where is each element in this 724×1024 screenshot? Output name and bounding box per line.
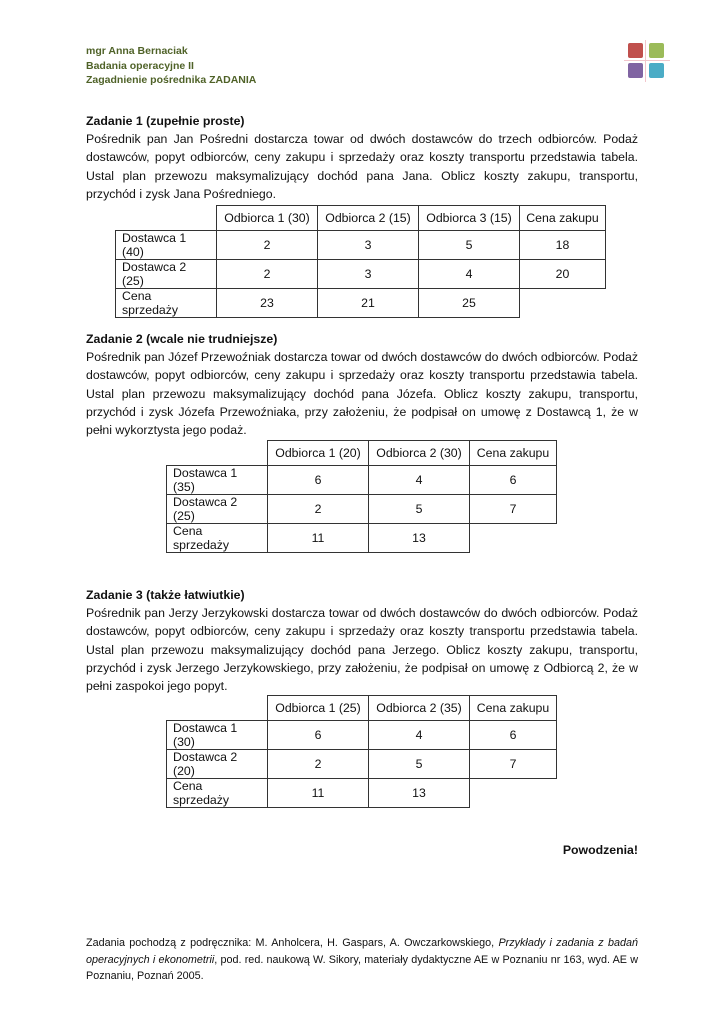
header-cell: Odbiorca 2 (15) bbox=[318, 206, 419, 231]
header-cell: Odbiorca 1 (20) bbox=[268, 441, 369, 466]
logo-icon bbox=[624, 40, 670, 82]
task-2-table bbox=[166, 440, 557, 553]
task-1 bbox=[86, 112, 638, 203]
empty-cell bbox=[167, 696, 268, 721]
header-cell: Odbiorca 2 (30) bbox=[369, 441, 470, 466]
value-cell: 6 bbox=[470, 466, 557, 495]
row-label-cell: Dostawca 2 (25) bbox=[167, 495, 268, 524]
value-cell: 6 bbox=[470, 721, 557, 750]
value-cell: 6 bbox=[268, 721, 369, 750]
header-cell: Odbiorca 1 (25) bbox=[268, 696, 369, 721]
value-cell: 25 bbox=[419, 289, 520, 318]
table-header-row bbox=[167, 441, 557, 466]
table-row bbox=[167, 466, 557, 495]
table-row bbox=[116, 231, 606, 260]
task-title: Zadanie 3 (także łatwiutkie) bbox=[86, 588, 245, 602]
task-3 bbox=[86, 586, 638, 695]
value-cell: 3 bbox=[318, 231, 419, 260]
empty-cell bbox=[116, 206, 217, 231]
value-cell: 4 bbox=[369, 466, 470, 495]
value-cell: 5 bbox=[369, 495, 470, 524]
table-row bbox=[167, 779, 557, 808]
author: mgr Anna Bernaciak bbox=[86, 45, 188, 57]
value-cell: 11 bbox=[268, 524, 369, 553]
footer-part1: Zadania pochodzą z podręcznika: M. Anholcera, H. Gaspars, A. Owczarkowskiego, bbox=[86, 937, 499, 949]
book-title: Przykłady i zadania z badań operacyjnych i ekonometrii bbox=[86, 937, 638, 966]
value-cell: 4 bbox=[369, 721, 470, 750]
value-cell: 2 bbox=[268, 750, 369, 779]
closing: Powodzenia! bbox=[562, 843, 638, 857]
table-row bbox=[167, 495, 557, 524]
table-row bbox=[167, 750, 557, 779]
value-cell: 3 bbox=[318, 260, 419, 289]
value-cell: 5 bbox=[369, 750, 470, 779]
topic: Zagadnienie pośrednika ZADANIA bbox=[86, 74, 257, 86]
task-title: Zadanie 1 (zupełnie proste) bbox=[86, 114, 245, 128]
footer-note bbox=[86, 935, 638, 985]
task-title: Zadanie 2 (wcale nie trudniejsze) bbox=[86, 332, 278, 346]
header-cell: Odbiorca 3 (15) bbox=[419, 206, 520, 231]
table-row bbox=[167, 721, 557, 750]
task-text: Pośrednik pan Jerzy Jerzykowski dostarcza towar od dwóch dostawców do dwóch odbiorców. Podaż dostawców, popyt odbiorców, ceny zakupu i sprzedaży oraz koszty transportu przedstawia tabela. Ustal plan przewozu maksymalizujący dochód pana Jerzego. Oblicz koszty zakupu, transportu, przychód i zysk Jerzego Jerzykowskiego, przy założeniu, że podpisał on umowę z Odbiorcą 2, że w pełni zaspokoi jego popyt. bbox=[86, 606, 638, 694]
value-cell: 5 bbox=[419, 231, 520, 260]
row-label-cell: Dostawca 1 (35) bbox=[167, 466, 268, 495]
header-cell: Cena zakupu bbox=[520, 206, 606, 231]
header-cell: Odbiorca 1 (30) bbox=[217, 206, 318, 231]
value-cell: 11 bbox=[268, 779, 369, 808]
course: Badania operacyjne II bbox=[86, 59, 194, 72]
task-text: Pośrednik pan Jan Pośredni dostarcza towar od dwóch dostawców do trzech odbiorców. Podaż dostawców, popyt odbiorców, ceny zakupu i sprzedaży oraz koszty transportu przedstawia tabela. Ustal plan przewozu maksymalizujący dochód pana Jana. Oblicz koszty zakupu, transportu, przychód i zysk Jana Pośredniego. bbox=[86, 132, 638, 201]
task-2 bbox=[86, 330, 638, 439]
header-cell: Cena zakupu bbox=[470, 696, 557, 721]
empty-cell bbox=[470, 779, 557, 808]
row-label-cell: Cena sprzedaży bbox=[167, 524, 268, 553]
table-row bbox=[116, 260, 606, 289]
task-1-table bbox=[115, 205, 606, 318]
empty-cell bbox=[167, 441, 268, 466]
value-cell: 21 bbox=[318, 289, 419, 318]
header-cell: Cena zakupu bbox=[470, 441, 557, 466]
table-header-row bbox=[167, 696, 557, 721]
table-row bbox=[116, 289, 606, 318]
empty-cell bbox=[470, 524, 557, 553]
table-header-row bbox=[116, 206, 606, 231]
row-label-cell: Dostawca 1 (40) bbox=[116, 231, 217, 260]
value-cell: 6 bbox=[268, 466, 369, 495]
value-cell: 13 bbox=[369, 524, 470, 553]
header-cell: Odbiorca 2 (35) bbox=[369, 696, 470, 721]
table-row bbox=[167, 524, 557, 553]
task-3-table bbox=[166, 695, 557, 808]
value-cell: 7 bbox=[470, 495, 557, 524]
row-label-cell: Dostawca 2 (20) bbox=[167, 750, 268, 779]
value-cell: 13 bbox=[369, 779, 470, 808]
page-header bbox=[86, 44, 256, 88]
value-cell: 4 bbox=[419, 260, 520, 289]
row-label-cell: Cena sprzedaży bbox=[116, 289, 217, 318]
row-label-cell: Dostawca 2 (25) bbox=[116, 260, 217, 289]
value-cell: 2 bbox=[217, 260, 318, 289]
task-text: Pośrednik pan Józef Przewoźniak dostarcza towar od dwóch dostawców do dwóch odbiorców. Podaż dostawców, popyt odbiorców, ceny zakupu i sprzedaży oraz koszty transportu przedstawia tabela. Ustal plan przewozu maksymalizujący dochód pana Józefa. Oblicz koszty zakupu, transportu, przychód i zysk Józefa Przewoźniaka, przy założeniu, że podpisał on umowę z Dostawcą 1, że w pełni wykorztysta jego podaż. bbox=[86, 350, 638, 438]
row-label-cell: Dostawca 1 (30) bbox=[167, 721, 268, 750]
value-cell: 2 bbox=[217, 231, 318, 260]
value-cell: 23 bbox=[217, 289, 318, 318]
value-cell: 20 bbox=[520, 260, 606, 289]
value-cell: 2 bbox=[268, 495, 369, 524]
empty-cell bbox=[520, 289, 606, 318]
row-label-cell: Cena sprzedaży bbox=[167, 779, 268, 808]
value-cell: 18 bbox=[520, 231, 606, 260]
value-cell: 7 bbox=[470, 750, 557, 779]
footer-part2: , pod. red. naukową W. Sikory, materiały dydaktyczne AE w Poznaniu nr 163, wyd. AE w Poznaniu, Poznań 2005. bbox=[86, 953, 639, 982]
